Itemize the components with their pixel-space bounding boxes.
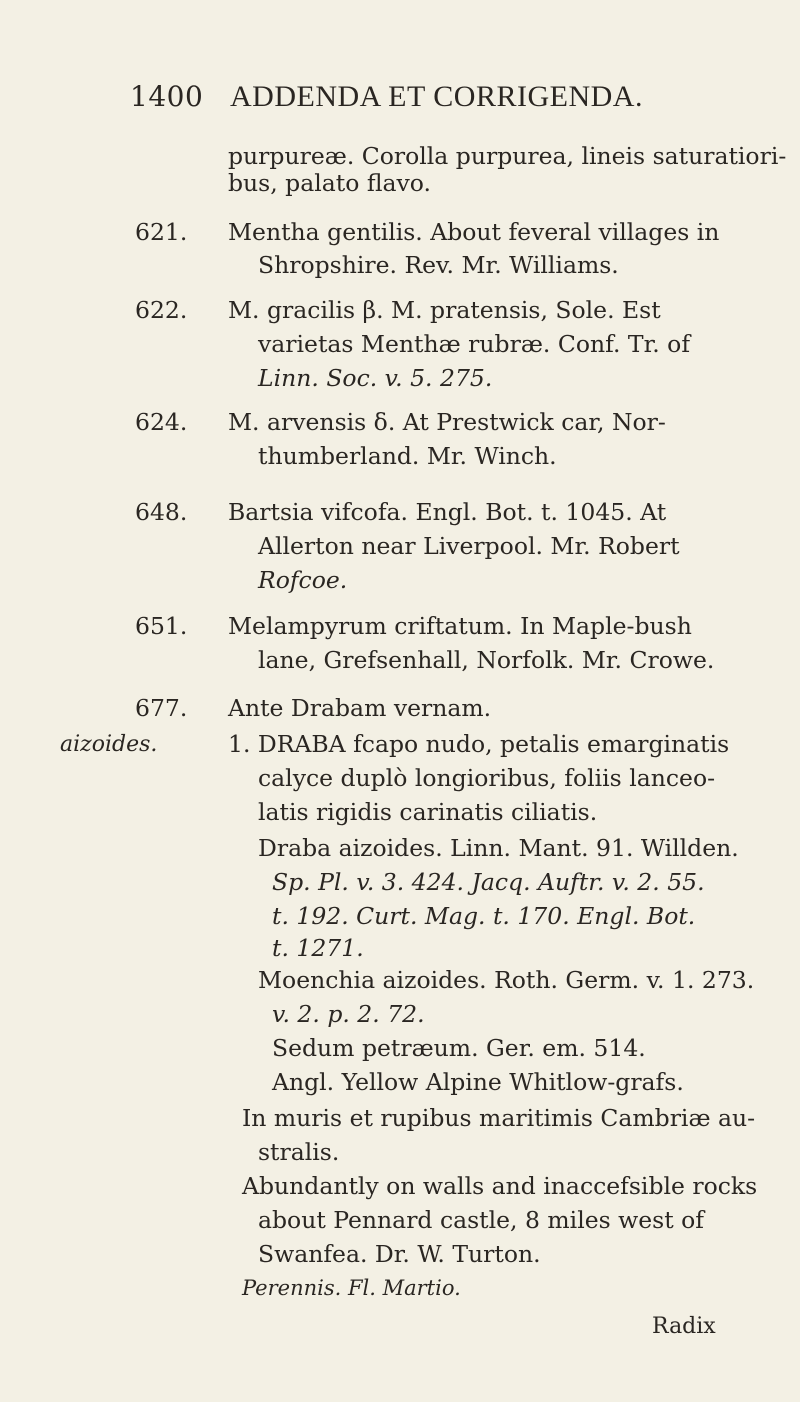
draba-line: calyce duplò longioribus, foliis lanceo-: [258, 764, 716, 792]
draba-line: 1. DRABA fcapo nudo, petalis emarginatis: [228, 730, 730, 758]
entry-number: 622.: [135, 296, 188, 324]
entry-line: Linn. Soc. v. 5. 275.: [258, 364, 493, 392]
entry-number: 651.: [135, 612, 188, 640]
entry-number: 648.: [135, 498, 188, 526]
draba-line: v. 2. p. 2. 72.: [272, 1000, 425, 1028]
draba-line: Sp. Pl. v. 3. 424. Jacq. Auftr. v. 2. 55.: [272, 868, 705, 896]
draba-line: Sedum petræum. Ger. em. 514.: [272, 1034, 646, 1062]
entry-line: Melampyrum criftatum. In Maple-bush: [228, 612, 692, 640]
page-title: ADDENDA ET CORRIGENDA.: [230, 80, 643, 113]
entry-line: Rofcoe.: [258, 566, 348, 594]
entry-line: bus, palato flavo.: [228, 169, 431, 197]
entry-line: Mentha gentilis. About feveral villages in: [228, 218, 720, 246]
catchword: Radix: [652, 1314, 716, 1339]
entry-number: 677.: [135, 694, 188, 722]
entry-line: Ante Drabam vernam.: [228, 694, 492, 722]
entry-line: thumberland. Mr. Winch.: [258, 442, 557, 470]
entry-line: M. gracilis β. M. pratensis, Sole. Est: [228, 296, 661, 324]
entry-line: Shropshire. Rev. Mr. Williams.: [258, 251, 619, 279]
entry-number: 624.: [135, 408, 188, 436]
draba-line: about Pennard castle, 8 miles west of: [258, 1206, 704, 1234]
draba-line: Angl. Yellow Alpine Whitlow-grafs.: [272, 1068, 684, 1096]
draba-line: Perennis. Fl. Martio.: [242, 1276, 461, 1300]
draba-line: Moenchia aizoides. Roth. Germ. v. 1. 273.: [258, 966, 755, 994]
draba-line: Abundantly on walls and inaccefsible rocks: [242, 1172, 758, 1200]
draba-line: t. 1271.: [272, 934, 364, 962]
draba-line: t. 192. Curt. Mag. t. 170. Engl. Bot.: [272, 902, 696, 930]
entry-line: varietas Menthæ rubræ. Conf. Tr. of: [258, 330, 691, 358]
draba-line: latis rigidis carinatis ciliatis.: [258, 798, 598, 826]
draba-line: Swanfea. Dr. W. Turton.: [258, 1240, 541, 1268]
entry-line: Bartsia vifcofa. Engl. Bot. t. 1045. At: [228, 498, 667, 526]
entry-line: lane, Grefsenhall, Norfolk. Mr. Crowe.: [258, 646, 715, 674]
entry-line: M. arvensis δ. At Prestwick car, Nor-: [228, 408, 666, 436]
draba-line: In muris et rupibus maritimis Cambriæ au-: [242, 1104, 756, 1132]
draba-line: stralis.: [258, 1138, 340, 1166]
margin-note: aizoides.: [60, 732, 158, 757]
draba-line: Draba aizoides. Linn. Mant. 91. Willden.: [258, 834, 739, 862]
page-number: 1400: [130, 80, 204, 113]
entry-number: 621.: [135, 218, 188, 246]
entry-line: purpureæ. Corolla purpurea, lineis saturatiori-: [228, 142, 787, 170]
entry-line: Allerton near Liverpool. Mr. Robert: [258, 532, 680, 560]
